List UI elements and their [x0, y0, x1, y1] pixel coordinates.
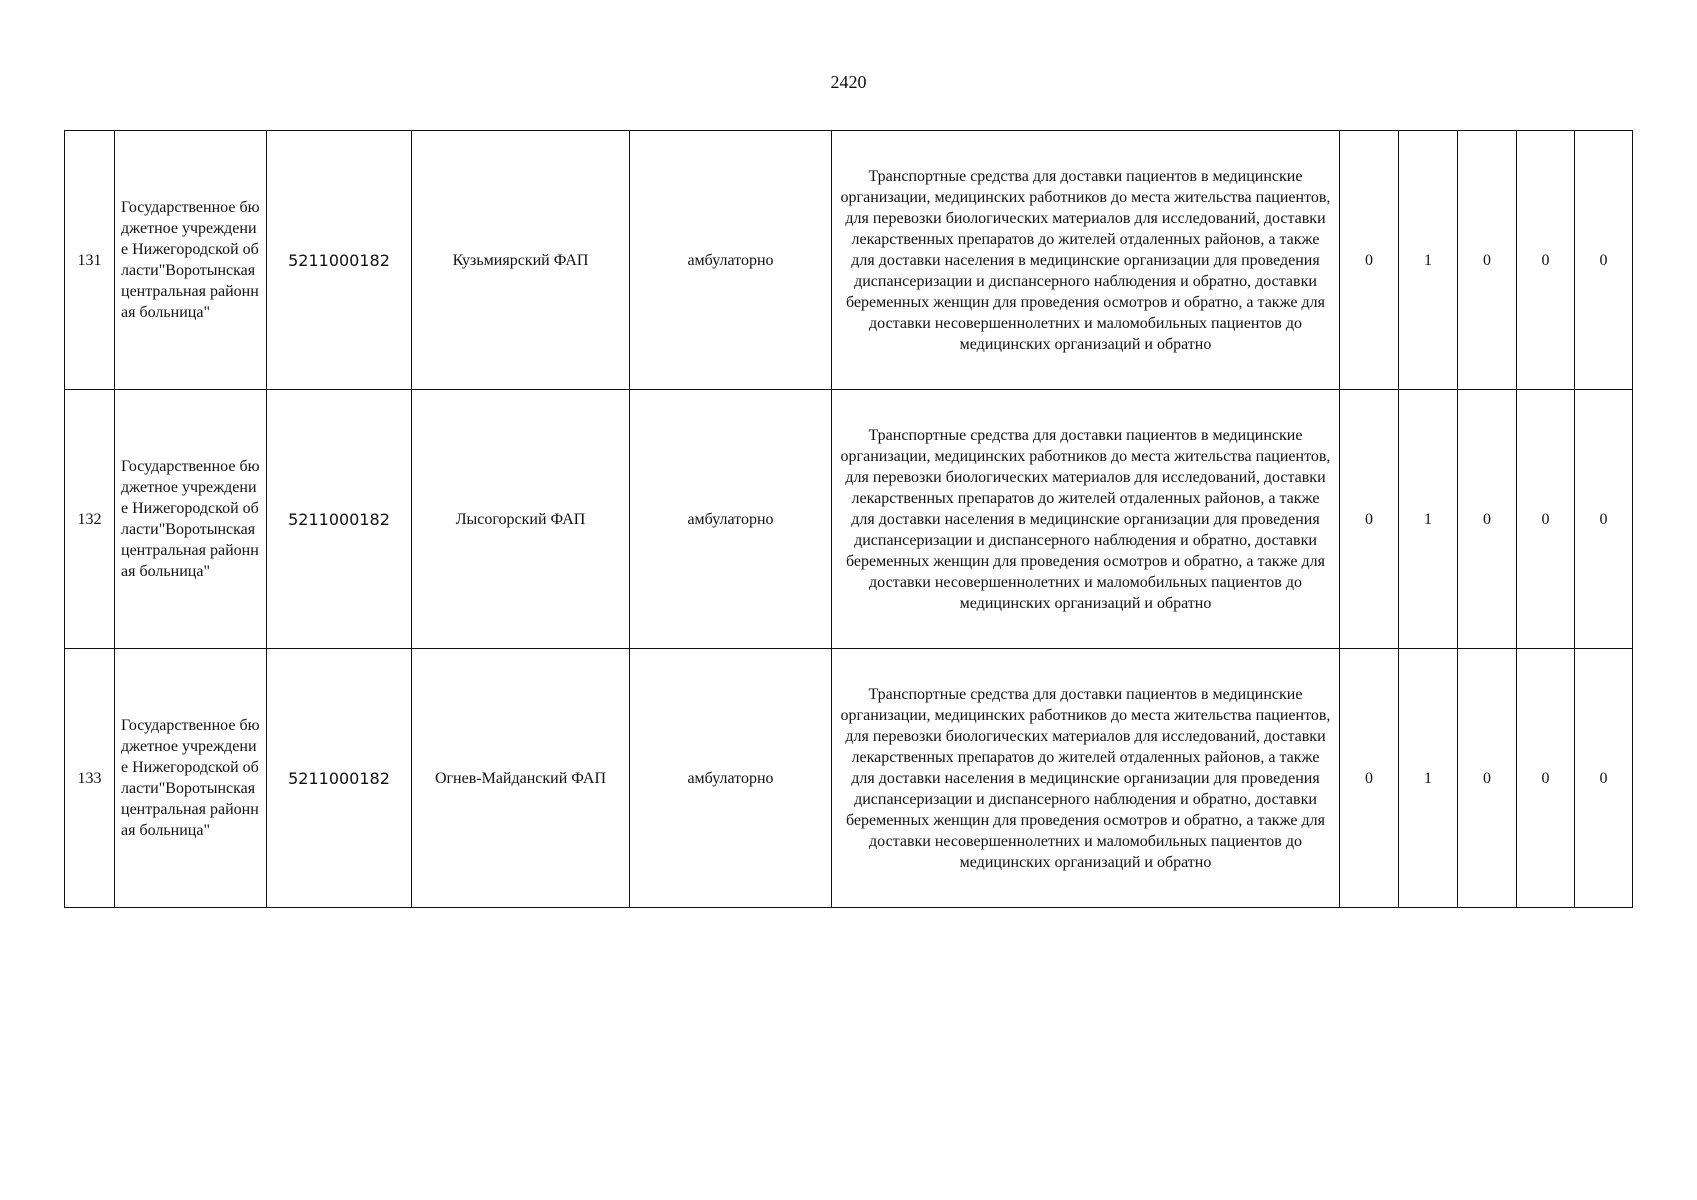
value-cell: 1 [1399, 649, 1458, 908]
value-cell: 0 [1575, 649, 1633, 908]
table-row [65, 390, 1633, 649]
row-number: 132 [65, 390, 115, 649]
value-cell: 0 [1340, 649, 1399, 908]
care-condition: амбулаторно [630, 649, 832, 908]
inn-code: 5211000182 [267, 390, 412, 649]
unit-name: Лысогорский ФАП [412, 390, 630, 649]
unit-name: Огнев-Майданский ФАП [412, 649, 630, 908]
organization-name: Государственное бюджетное учреждение Нижегородской области"Воротынская центральная районная больница" [115, 390, 267, 649]
organization-name: Государственное бюджетное учреждение Нижегородской области"Воротынская центральная районная больница" [115, 131, 267, 390]
equipment-description: Транспортные средства для доставки пациентов в медицинские организации, медицинских работников до места жительства пациентов, для перевозки биологических материалов для исследований, доставки лекарственных препаратов до жителей отдаленных районов, а также для доставки населения в медицинские организации для проведения диспансеризации и диспансерного наблюдения и обратно, доставки беременных женщин для проведения осмотров и обратно, а также для доставки несовершеннолетних и маломобильных пациентов до медицинских организаций и обратно [832, 649, 1340, 908]
inn-code: 5211000182 [267, 649, 412, 908]
value-cell: 1 [1399, 131, 1458, 390]
page-number: 2420 [830, 72, 867, 92]
value-cell: 0 [1517, 390, 1575, 649]
value-cell: 0 [1458, 131, 1517, 390]
organization-name: Государственное бюджетное учреждение Нижегородской области"Воротынская центральная районная больница" [115, 649, 267, 908]
value-cell: 1 [1399, 390, 1458, 649]
care-condition: амбулаторно [630, 390, 832, 649]
care-condition: амбулаторно [630, 131, 832, 390]
value-cell: 0 [1575, 390, 1633, 649]
row-number: 131 [65, 131, 115, 390]
unit-name: Кузьмиярский ФАП [412, 131, 630, 390]
value-cell: 0 [1458, 390, 1517, 649]
data-table [64, 130, 1633, 908]
value-cell: 0 [1458, 649, 1517, 908]
equipment-description: Транспортные средства для доставки пациентов в медицинские организации, медицинских работников до места жительства пациентов, для перевозки биологических материалов для исследований, доставки лекарственных препаратов до жителей отдаленных районов, а также для доставки населения в медицинские организации для проведения диспансеризации и диспансерного наблюдения и обратно, доставки беременных женщин для проведения осмотров и обратно, а также для доставки несовершеннолетних и маломобильных пациентов до медицинских организаций и обратно [832, 390, 1340, 649]
value-cell: 0 [1340, 390, 1399, 649]
row-number: 133 [65, 649, 115, 908]
table-row [65, 131, 1633, 390]
equipment-description: Транспортные средства для доставки пациентов в медицинские организации, медицинских работников до места жительства пациентов, для перевозки биологических материалов для исследований, доставки лекарственных препаратов до жителей отдаленных районов, а также для доставки населения в медицинские организации для проведения диспансеризации и диспансерного наблюдения и обратно, доставки беременных женщин для проведения осмотров и обратно, а также для доставки несовершеннолетних и маломобильных пациентов до медицинских организаций и обратно [832, 131, 1340, 390]
value-cell: 0 [1517, 131, 1575, 390]
value-cell: 0 [1340, 131, 1399, 390]
value-cell: 0 [1575, 131, 1633, 390]
value-cell: 0 [1517, 649, 1575, 908]
inn-code: 5211000182 [267, 131, 412, 390]
table-row [65, 649, 1633, 908]
